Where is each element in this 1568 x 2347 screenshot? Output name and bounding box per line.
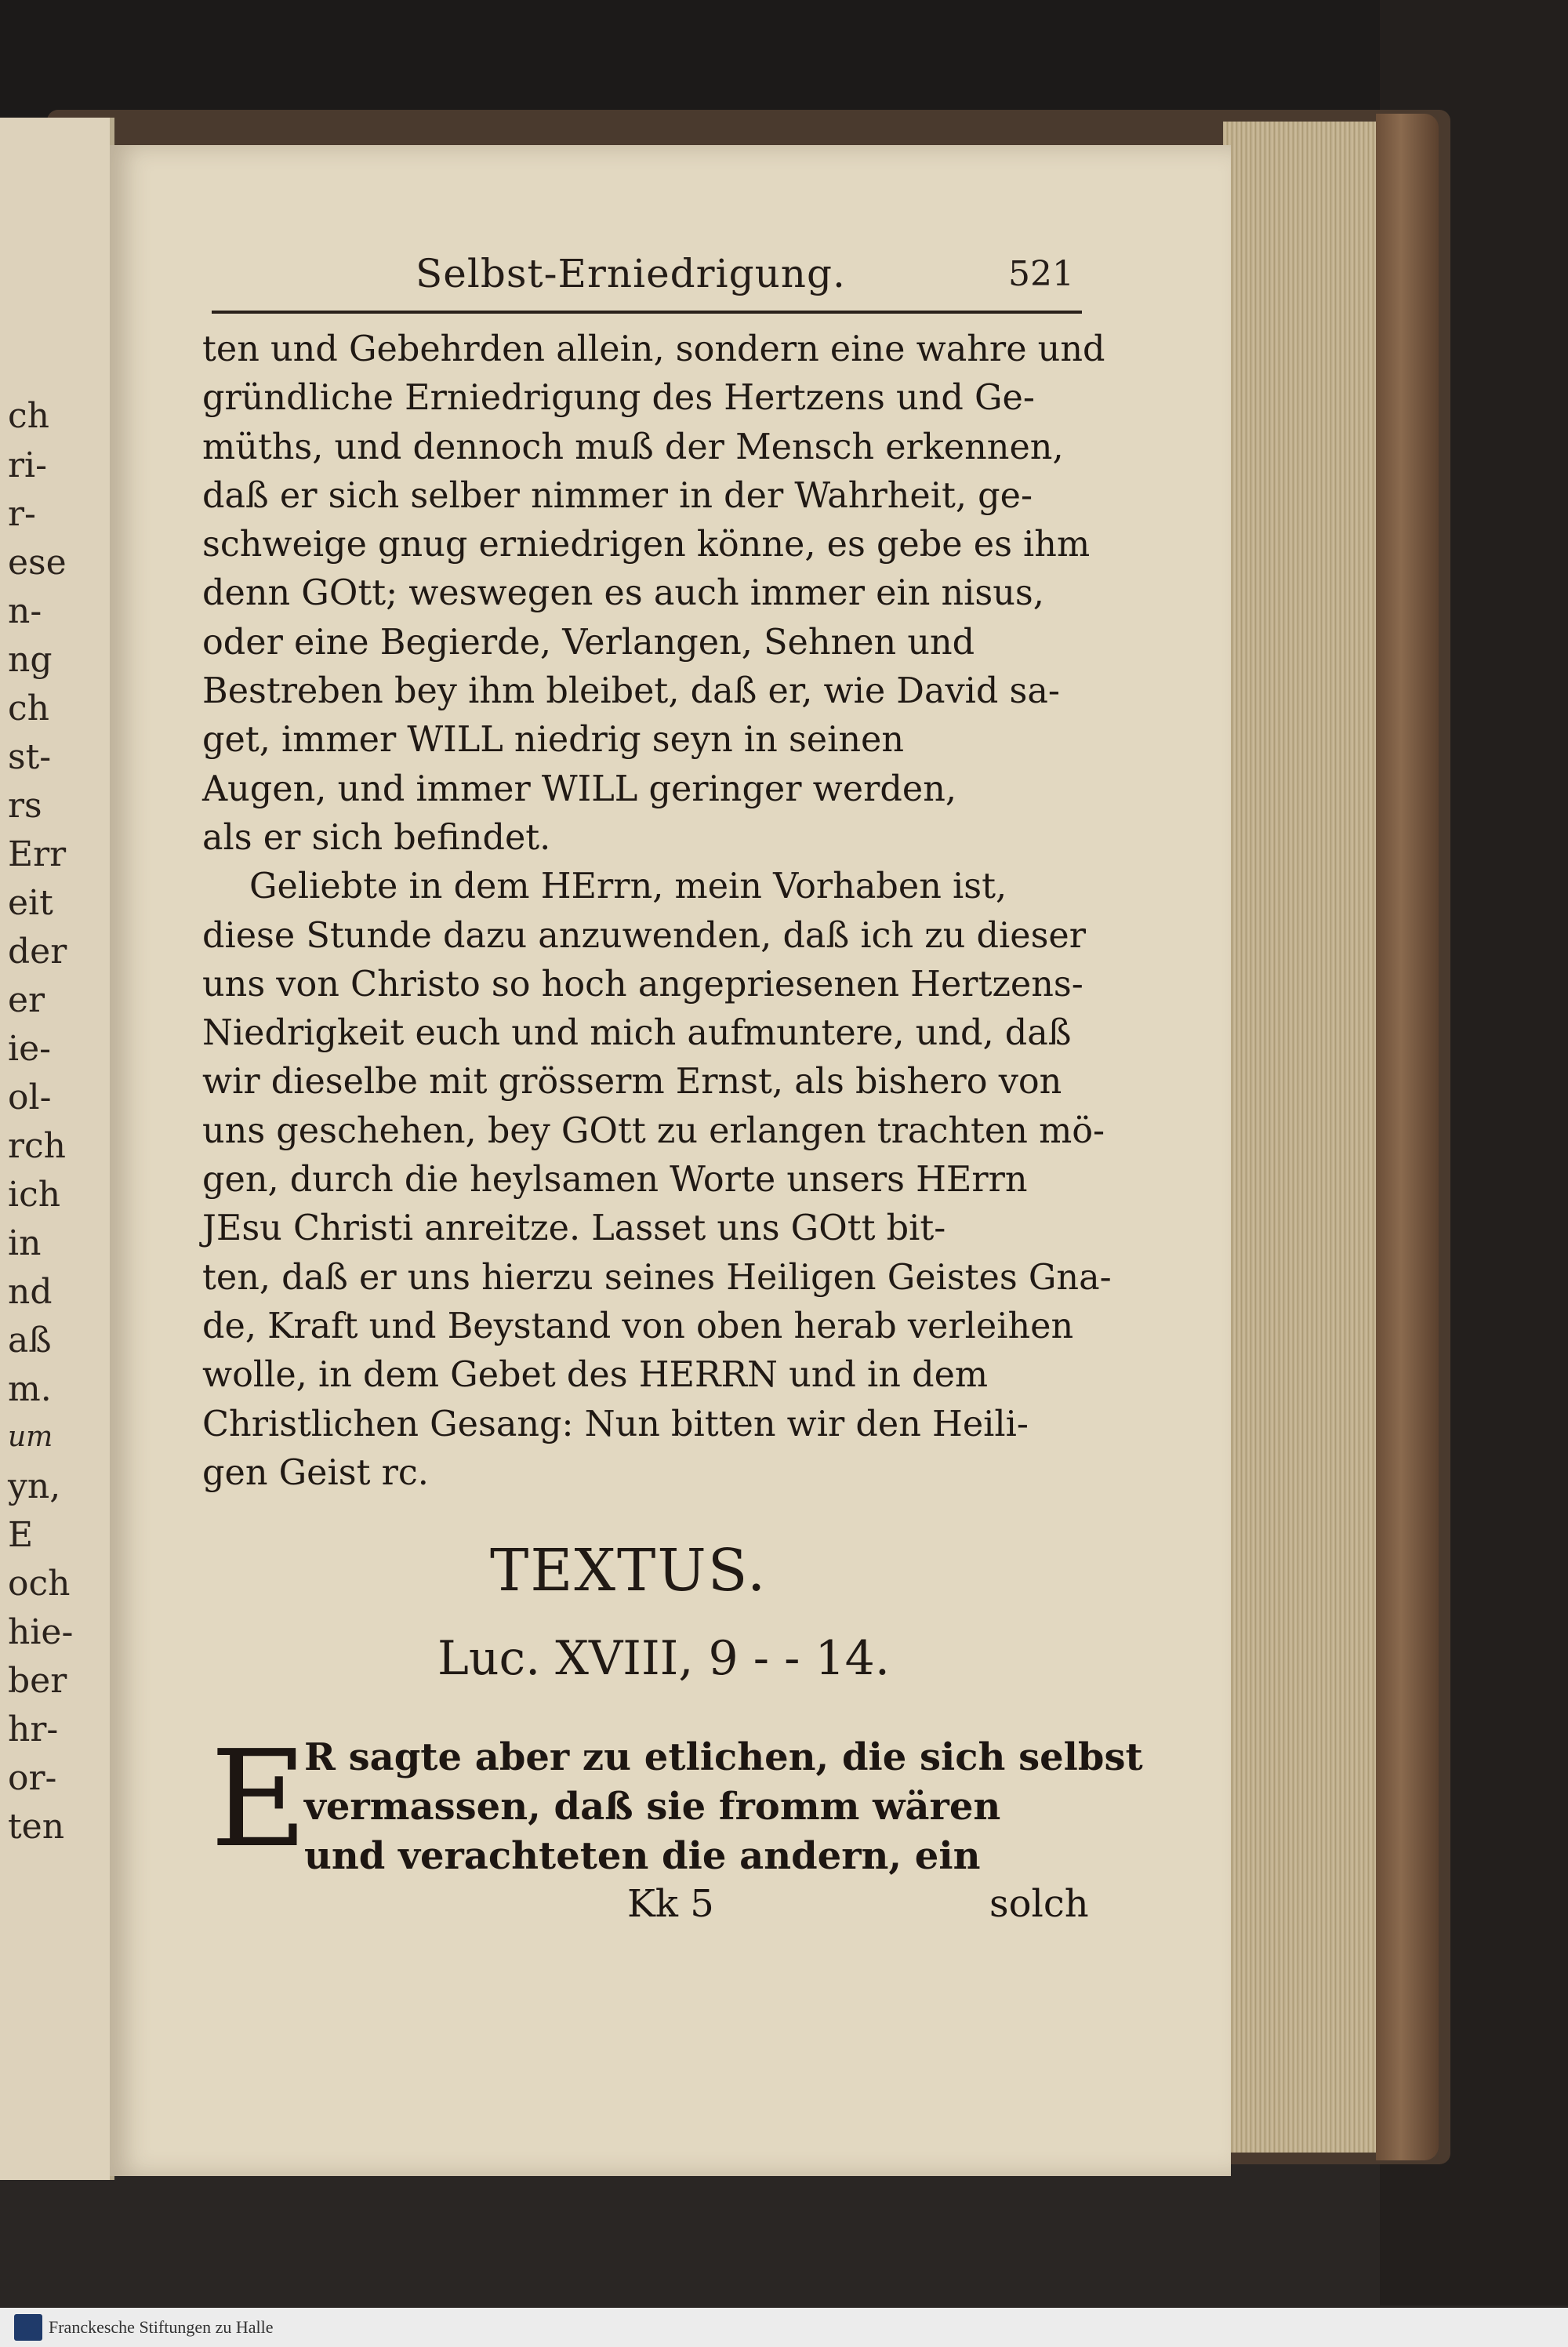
header-rule: [212, 311, 1082, 314]
left-fragment: rch: [8, 1126, 67, 1166]
left-fragment: E: [8, 1515, 34, 1555]
scripture-line: vermassen, daß sie fromm wären: [304, 1785, 1001, 1829]
text-line: uns geschehen, bey GOtt zu erlangen trachten mö-: [202, 1110, 1105, 1151]
left-fragment: n-: [8, 591, 42, 631]
left-fragment: yn,: [8, 1466, 61, 1506]
left-fragment: nd: [8, 1272, 53, 1312]
text-line: JEsu Christi anreitze. Lasset uns GOtt bit-: [202, 1208, 946, 1249]
text-line: ten, daß er uns hierzu seines Heiligen Geistes Gna-: [202, 1257, 1112, 1298]
left-fragment: ie-: [8, 1029, 51, 1069]
left-fragment: der: [8, 932, 67, 972]
text-line: ten und Gebehrden allein, sondern eine wahre und: [202, 329, 1105, 369]
left-fragment: Err: [8, 834, 67, 874]
text-line: wolle, in dem Gebet des HERRN und in dem: [202, 1355, 989, 1396]
scripture-line: und verachteten die andern, ein: [304, 1834, 981, 1878]
scripture-text: [304, 1733, 1143, 1881]
page-number: 521: [1008, 254, 1074, 294]
left-fragment: ch: [8, 688, 49, 728]
scripture-line: R sagte aber zu etlichen, die sich selbst: [304, 1735, 1143, 1779]
text-line: Geliebte in dem HErrn, mein Vorhaben ist,: [249, 867, 1007, 907]
left-fragment: ri-: [8, 445, 47, 485]
text-line: Augen, und immer WILL geringer werden,: [202, 768, 957, 809]
text-line: schweige gnug erniedrigen könne, es gebe es ihm: [202, 525, 1091, 565]
left-fragment: hie-: [8, 1612, 74, 1652]
running-title: Selbst-Erniedrigung.: [416, 251, 846, 296]
text-line: denn GOtt; weswegen es auch immer ein nisus,: [202, 573, 1044, 614]
left-fragment: ese: [8, 543, 67, 583]
body-text: [202, 325, 1112, 1498]
text-line: gen Geist rc.: [202, 1452, 429, 1493]
running-head: [220, 251, 1074, 306]
text-line: oder eine Begierde, Verlangen, Sehnen und: [202, 622, 975, 663]
left-fragment: er: [8, 980, 45, 1020]
left-fragment: ol-: [8, 1077, 52, 1117]
left-fragment: eit: [8, 883, 53, 923]
left-fragment: st-: [8, 737, 52, 777]
left-fragment: ng: [8, 640, 53, 680]
text-line: wir dieselbe mit grösserm Ernst, als bishero von: [202, 1062, 1062, 1103]
left-fragment: r-: [8, 494, 36, 534]
left-fragment: ber: [8, 1661, 67, 1701]
scripture-reference: Luc. XVIII, 9 - - 14.: [437, 1631, 890, 1686]
signature-mark: Kk 5: [627, 1882, 714, 1926]
left-fragment: aß: [8, 1321, 52, 1361]
left-fragment: hr-: [8, 1709, 59, 1749]
left-fragment: ten: [8, 1807, 65, 1847]
institution-logo-icon: [14, 2314, 42, 2341]
footer-bar: [0, 2308, 1568, 2347]
text-line: diese Stunde dazu anzuwenden, daß ich zu dieser: [202, 915, 1087, 956]
text-line: gen, durch die heylsamen Worte unsers HErrn: [202, 1160, 1028, 1201]
left-fragment: ch: [8, 396, 49, 436]
text-line: Niedrigkeit euch und mich aufmuntere, und, daß: [202, 1013, 1072, 1054]
text-line: gründliche Erniedrigung des Hertzens und Ge-: [202, 378, 1035, 419]
text-line: de, Kraft und Beystand von oben herab verleihen: [202, 1306, 1074, 1346]
text-line: als er sich befindet.: [202, 817, 551, 858]
left-fragment: m.: [8, 1369, 52, 1409]
left-fragment: och: [8, 1564, 71, 1604]
footer-label: Franckesche Stiftungen zu Halle: [49, 2317, 274, 2337]
drop-cap: E: [210, 1722, 308, 1877]
text-line: Bestreben bey ihm bleibet, daß er, wie David sa-: [202, 671, 1060, 712]
text-line: daß er sich selber nimmer in der Wahrheit, ge-: [202, 475, 1033, 516]
text-line: Christlichen Gesang: Nun bitten wir den Heili-: [202, 1404, 1029, 1444]
text-line: uns von Christo so hoch angepriesenen Hertzens-: [202, 964, 1083, 1005]
left-fragment: um: [8, 1421, 53, 1453]
text-line: müths, und dennoch muß der Mensch erkennen,: [202, 427, 1064, 467]
left-fragment: or-: [8, 1758, 57, 1798]
textus-heading: TEXTUS.: [490, 1537, 768, 1604]
book-spine: [1376, 114, 1439, 2160]
catchword: solch: [989, 1882, 1089, 1926]
text-line: get, immer WILL niedrig seyn in seinen: [202, 720, 904, 761]
left-page-fragment: [0, 118, 114, 2180]
left-fragment: ich: [8, 1175, 61, 1215]
left-fragment: rs: [8, 786, 42, 826]
left-fragment: in: [8, 1223, 42, 1263]
